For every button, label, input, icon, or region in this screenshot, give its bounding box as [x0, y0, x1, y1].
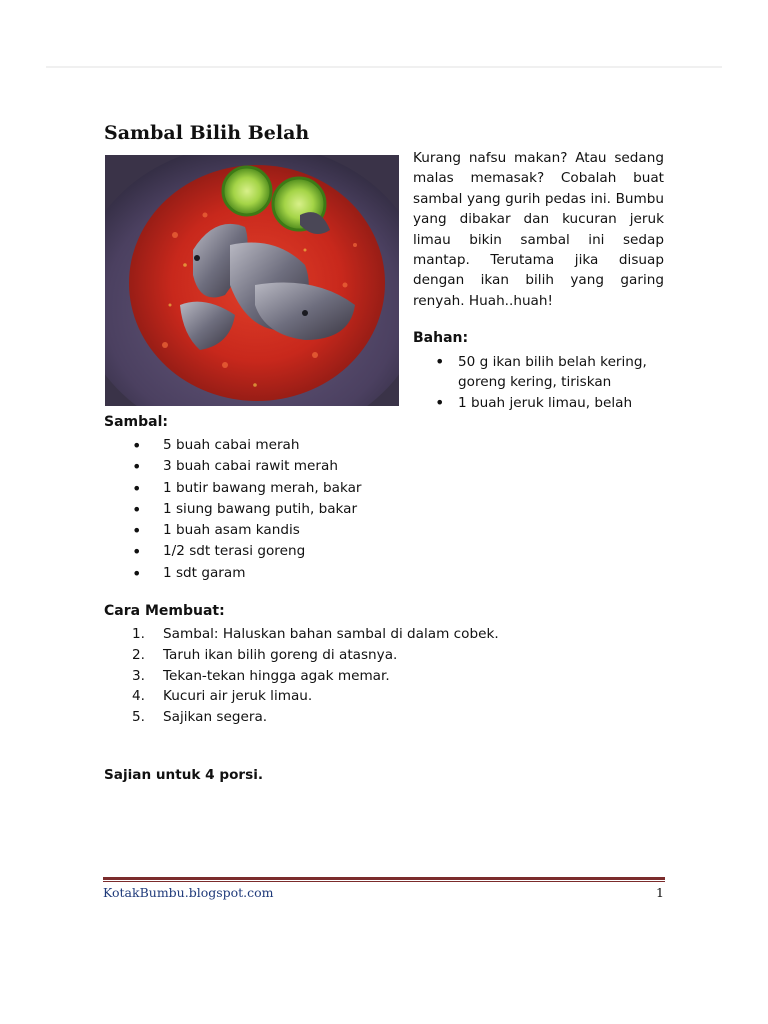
footer-rule-thin	[103, 881, 665, 882]
cara-heading: Cara Membuat:	[104, 603, 225, 619]
list-item: • 1 siung bawang putih, bakar	[104, 499, 362, 520]
list-item: • 1 butir bawang merah, bakar	[104, 478, 362, 499]
bahan-list	[413, 352, 683, 413]
sambal-dish-image	[105, 155, 399, 406]
list-item: • 50 g ikan bilih belah kering, goreng kering, tiriskan	[413, 352, 683, 393]
list-item: • 1 sdt garam	[104, 563, 362, 584]
step-item	[104, 624, 499, 645]
step-item	[104, 645, 499, 666]
step-number: 2.	[132, 646, 145, 663]
step-number: 5.	[132, 709, 145, 726]
step-item	[104, 666, 499, 687]
step-item	[104, 686, 499, 707]
step-number: 3.	[132, 667, 145, 684]
step-number: 4.	[132, 688, 145, 705]
list-item: • 1 buah jeruk limau, belah	[413, 393, 683, 413]
page-top-rule	[46, 66, 722, 68]
sambal-list	[104, 435, 362, 584]
step-text: Sambal: Haluskan bahan sambal di dalam cobek.	[163, 626, 499, 642]
step-text: Kucuri air jeruk limau.	[163, 688, 313, 705]
servings-note: Sajian untuk 4 porsi.	[104, 767, 264, 783]
list-item: • 1/2 sdt terasi goreng	[104, 541, 362, 562]
step-text: Sajikan segera.	[163, 709, 268, 726]
footer-rule-thick	[103, 877, 665, 880]
bahan-heading: Bahan:	[413, 330, 469, 346]
recipe-title: Sambal Bilih Belah	[104, 122, 310, 144]
sambal-heading: Sambal:	[104, 414, 168, 430]
list-item: • 1 buah asam kandis	[104, 520, 362, 541]
step-text: Taruh ikan bilih goreng di atasnya.	[163, 646, 398, 663]
footer-site-link[interactable]: KotakBumbu.blogspot.com	[103, 885, 274, 900]
step-number: 1.	[132, 626, 145, 642]
recipe-photo	[105, 155, 399, 406]
step-item	[104, 707, 499, 728]
cara-steps-list	[104, 624, 499, 728]
page-number: 1	[656, 885, 664, 900]
recipe-intro: Kurang nafsu makan? Atau sedang malas memasak? Cobalah buat sambal yang gurih pedas ini. Bumbu yang dibakar dan kucuran jeruk limau bikin sambal ini sedap mantap. Terutama jika disuap dengan ikan bilih yang garing renyah. Huah..huah!	[413, 150, 664, 309]
list-item: • 3 buah cabai rawit merah	[104, 456, 362, 477]
list-item: • 5 buah cabai merah	[104, 435, 362, 456]
step-text: Tekan-tekan hingga agak memar.	[163, 667, 390, 684]
